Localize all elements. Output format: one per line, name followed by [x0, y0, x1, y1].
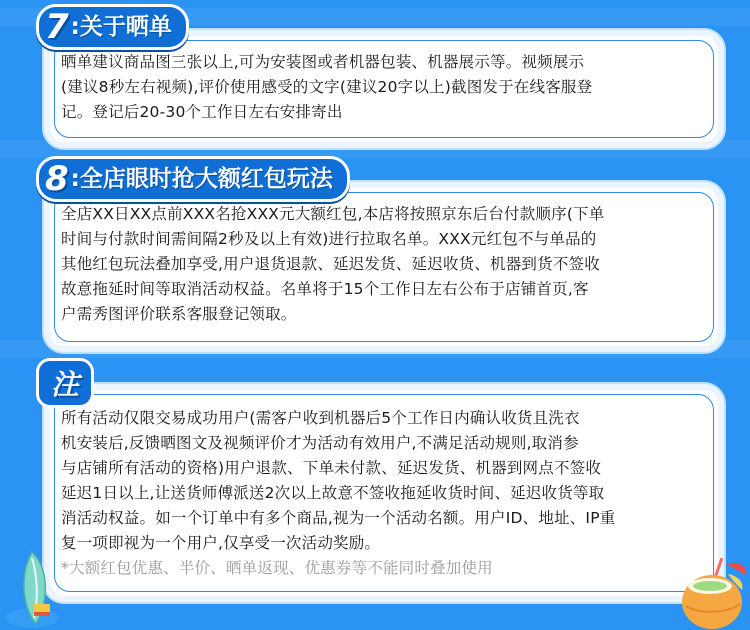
text-line: 延迟1日以上,让送货师傅派送2次以上故意不签收拖延收货时间、延迟收货等取	[61, 484, 605, 502]
section-number: 8	[45, 159, 69, 199]
text-line: 故意拖延时间等取消活动权益。名单将于15个工作日左右公布于店铺首页,客	[61, 280, 589, 298]
text-line: 户需秀图评价联系客服登记领取。	[61, 305, 297, 323]
text-line: 复一项即视为一个用户,仅享受一次活动奖励。	[61, 534, 381, 552]
note-badge: 注	[36, 358, 94, 408]
coconut-drink-icon	[682, 556, 750, 630]
text-line: 全店XX日XX点前XXX名抢XXX元大额红包,本店将按照京东后台付款顺序(下单	[61, 205, 605, 223]
text-line: 与店铺所有活动的资格)用户退款、下单未付款、延迟发货、机器到网点不签收	[61, 459, 602, 477]
section-title: :全店眼时抢大额红包玩法	[70, 166, 333, 192]
text-line: 晒单建议商品图三张以上,可为安装图或者机器包装、机器展示等。视频展示	[61, 53, 585, 71]
surfboard-icon	[4, 548, 60, 630]
footnote: *大额红包优惠、半价、晒单返现、优惠券等不能同时叠加使用	[61, 559, 493, 577]
text-line: 时间与付款时间需间隔2秒及以上有效)进行拉取名单。XXX元红包不与单品的	[61, 230, 597, 248]
section-7-tag	[36, 4, 189, 50]
section-title: :关于晒单	[70, 14, 172, 40]
text-line: 消活动权益。如一个订单中有多个商品,视为一个活动名额。用户ID、地址、IP重	[61, 509, 616, 527]
text-line: (建议8秒左右视频),评价使用感受的文字(建议20字以上)截图发于在线客服登	[61, 78, 593, 96]
text-line: 其他红包玩法叠加享受,用户退货退款、延迟发货、延迟收货、机器到货不签收	[61, 255, 600, 273]
section-8-text	[61, 202, 711, 327]
section-8-tag	[36, 156, 350, 202]
text-line: 所有活动仅限交易成功用户(需客户收到机器后5个工作日内确认收货且洗衣	[61, 409, 580, 427]
text-line: 机安装后,反馈晒图文及视频评价才为活动有效用户,不满足活动规则,取消参	[61, 434, 579, 452]
section-number: 7	[45, 7, 69, 47]
note-text	[61, 406, 711, 581]
text-line: 记。登记后20-30个工作日左右安排寄出	[61, 103, 343, 121]
section-7-text	[61, 50, 711, 125]
